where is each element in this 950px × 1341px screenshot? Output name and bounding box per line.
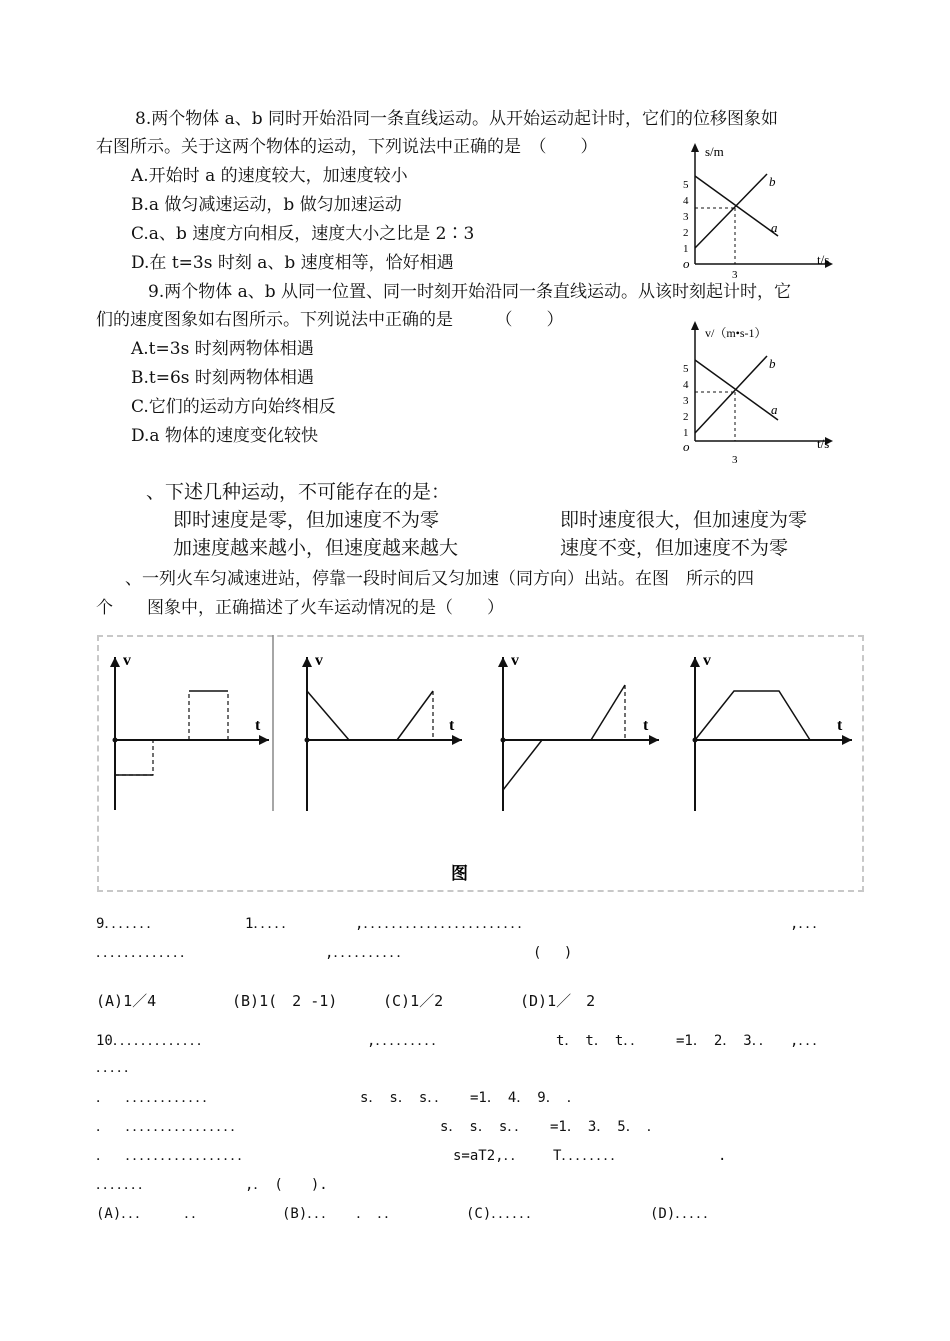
- q9b-option-d: (D)1／ 2: [520, 992, 596, 1010]
- q8-option-d: D.在 t=3s 时刻 a、b 速度相等，恰好相遇: [131, 253, 454, 273]
- q8-ytick: 4: [683, 195, 689, 207]
- q8-line-b: [695, 174, 767, 248]
- q10-statement-3: ． ．．．．．．．．．．．．．．．．．: [96, 1148, 252, 1164]
- q10-statement-2-value: =1． 3． 5． ．: [550, 1119, 661, 1135]
- q9-label-a: a: [771, 402, 778, 417]
- q9b-line1-part2: 1．．．．．: [245, 916, 296, 932]
- motion-question-title: 、下述几种运动，不可能存在的是：: [146, 481, 451, 503]
- q9-line1: 9.两个物体 a、b 从同一位置、同一时刻开始沿同一条直线运动。从该时刻起计时，它: [148, 282, 792, 302]
- q10-line1-part2: ,．．．．．．．．．: [367, 1033, 446, 1049]
- q8-y-axis-label: s/m: [705, 144, 724, 159]
- q8-displacement-graph: [675, 140, 850, 285]
- q9-option-a: A.t=3s 时刻两物体相遇: [131, 339, 314, 359]
- graph-option-4: [690, 652, 852, 811]
- v-axis-label: v: [511, 652, 519, 669]
- graph-option-3: [498, 652, 659, 811]
- q9b-option-c: (C)1／2: [383, 992, 444, 1010]
- q10-statement-1: ． ．．．．．．．．．．．．: [96, 1090, 217, 1106]
- t-axis-label: t: [255, 717, 261, 734]
- q9-option-c: C.它们的运动方向始终相反: [131, 397, 336, 417]
- q10-line1-part1: 10．．．．．．．．．．．．．: [96, 1033, 211, 1049]
- train-question-line2: 个 图象中，正确描述了火车运动情况的是（ ）: [96, 598, 504, 618]
- q8-x-axis-label: t/s: [817, 252, 830, 267]
- q9b-option-a: (A)1／4: [96, 992, 157, 1010]
- q9b-line1-part4: ,．．．: [790, 916, 827, 932]
- q9-ytick: 4: [683, 379, 689, 391]
- q8-option-a: A.开始时 a 的速度较大，加速度较小: [131, 166, 408, 186]
- graph-option-2: [302, 652, 462, 811]
- v-axis-label: v: [315, 652, 323, 669]
- q9-line-a: [695, 360, 778, 420]
- q10-statement-3-end: .: [718, 1148, 727, 1164]
- q9-ytick: 5: [683, 363, 689, 375]
- q9-ytick: 2: [683, 411, 689, 423]
- t-axis-label: t: [449, 717, 455, 734]
- q10-line6-part1: ．．．．．．．: [96, 1177, 152, 1193]
- q10-line1-part3: t． t． t．．: [556, 1033, 645, 1049]
- q9-label-b: b: [769, 356, 776, 371]
- q9-line2: 们的速度图象如右图所示。下列说法中正确的是 （ ）: [96, 310, 564, 330]
- q8-ytick: 2: [683, 227, 689, 239]
- q10-statement-1-ratio: s． s． s．．: [360, 1090, 449, 1106]
- q8-ytick: 5: [683, 179, 689, 191]
- q9-ytick: 3: [683, 395, 689, 407]
- q9-xtick: 3: [732, 454, 738, 465]
- t-axis-label: t: [837, 717, 843, 734]
- q10-line2: ．．．．．: [96, 1060, 138, 1076]
- q8-origin-label: o: [683, 256, 690, 271]
- q9-option-b: B.t=6s 时刻两物体相遇: [131, 368, 314, 388]
- figure-caption: 图: [451, 864, 468, 883]
- q8-option-c: C.a、b 速度方向相反，速度大小之比是 2∶3: [131, 224, 475, 244]
- q8-line2: 右图所示。关于这两个物体的运动，下列说法中正确的是 （ ）: [96, 137, 598, 157]
- q9-y-axis-label: v/（m•s-1）: [705, 326, 767, 340]
- q9-origin-label: o: [683, 439, 690, 454]
- q8-line1: 8.两个物体 a、b 同时开始沿同一条直线运动。从开始运动起计时，它们的位移图象如: [135, 109, 779, 129]
- q9b-answer-slot: ( ): [533, 945, 573, 961]
- q8-label-b: b: [769, 174, 776, 189]
- motion-option-d: 速度不变，但加速度不为零: [560, 537, 789, 559]
- q8-ytick: 1: [683, 243, 689, 255]
- v-axis-label: v: [123, 652, 131, 669]
- q10-statement-2-ratio: s． s． s．．: [440, 1119, 529, 1135]
- q10-line1-part5: ,．．．: [790, 1033, 827, 1049]
- q10-statement-3-tail: T．．．．．．．．: [553, 1148, 625, 1164]
- q9-velocity-graph: [675, 320, 850, 465]
- q9-ytick: 1: [683, 427, 689, 439]
- v-axis-label: v: [703, 652, 711, 669]
- q10-statement-3-formula: s=aT2,．．: [453, 1148, 525, 1164]
- train-question-line1: 、一列火车匀减速进站，停靠一段时间后又匀加速（同方向）出站。在图 所示的四: [125, 569, 754, 589]
- q9b-line2-part1: ．．．．．．．．．．．．．: [96, 945, 194, 961]
- q10-option-d: (D)．．．．．: [650, 1206, 718, 1222]
- q10-line1-part4: =1． 2． 3．．: [676, 1033, 773, 1049]
- q8-ytick: 3: [683, 211, 689, 223]
- q10-option-c: (C)．．．．．．: [466, 1206, 541, 1222]
- train-vt-graphs: [97, 635, 864, 892]
- q8-xtick: 3: [732, 269, 738, 281]
- q10-statement-1-value: =1． 4． 9． ．: [470, 1090, 581, 1106]
- q9b-line2-part2: ,．．．．．．．．．．: [325, 945, 411, 961]
- q8-label-a: a: [771, 220, 778, 235]
- q9-option-d: D.a 物体的速度变化较快: [131, 426, 318, 446]
- q9b-option-b: (B)1( 2 -1): [232, 992, 338, 1010]
- graph-option-1: [110, 652, 269, 810]
- q10-statement-2: ． ．．．．．．．．．．．．．．．．: [96, 1119, 245, 1135]
- q10-line6-part2: ,． ( ).: [245, 1177, 328, 1193]
- motion-option-a: 即时速度是零，但加速度不为零: [173, 509, 440, 531]
- q8-option-b: B.a 做匀减速运动，b 做匀加速运动: [131, 195, 402, 215]
- q9b-line1-part1: 9．．．．．．．: [96, 916, 161, 932]
- q9-x-axis-label: t/s: [817, 436, 830, 451]
- q9b-line1-part3: ,．．．．．．．．．．．．．．．．．．．．．．．: [355, 916, 532, 932]
- q10-option-a: (A)．．． ．．: [96, 1206, 206, 1222]
- q10-option-b: (B)．．． ． ．．: [282, 1206, 399, 1222]
- motion-option-c: 加速度越来越小，但速度越来越大: [173, 537, 459, 559]
- t-axis-label: t: [643, 717, 649, 734]
- motion-option-b: 即时速度很大，但加速度为零: [560, 509, 808, 531]
